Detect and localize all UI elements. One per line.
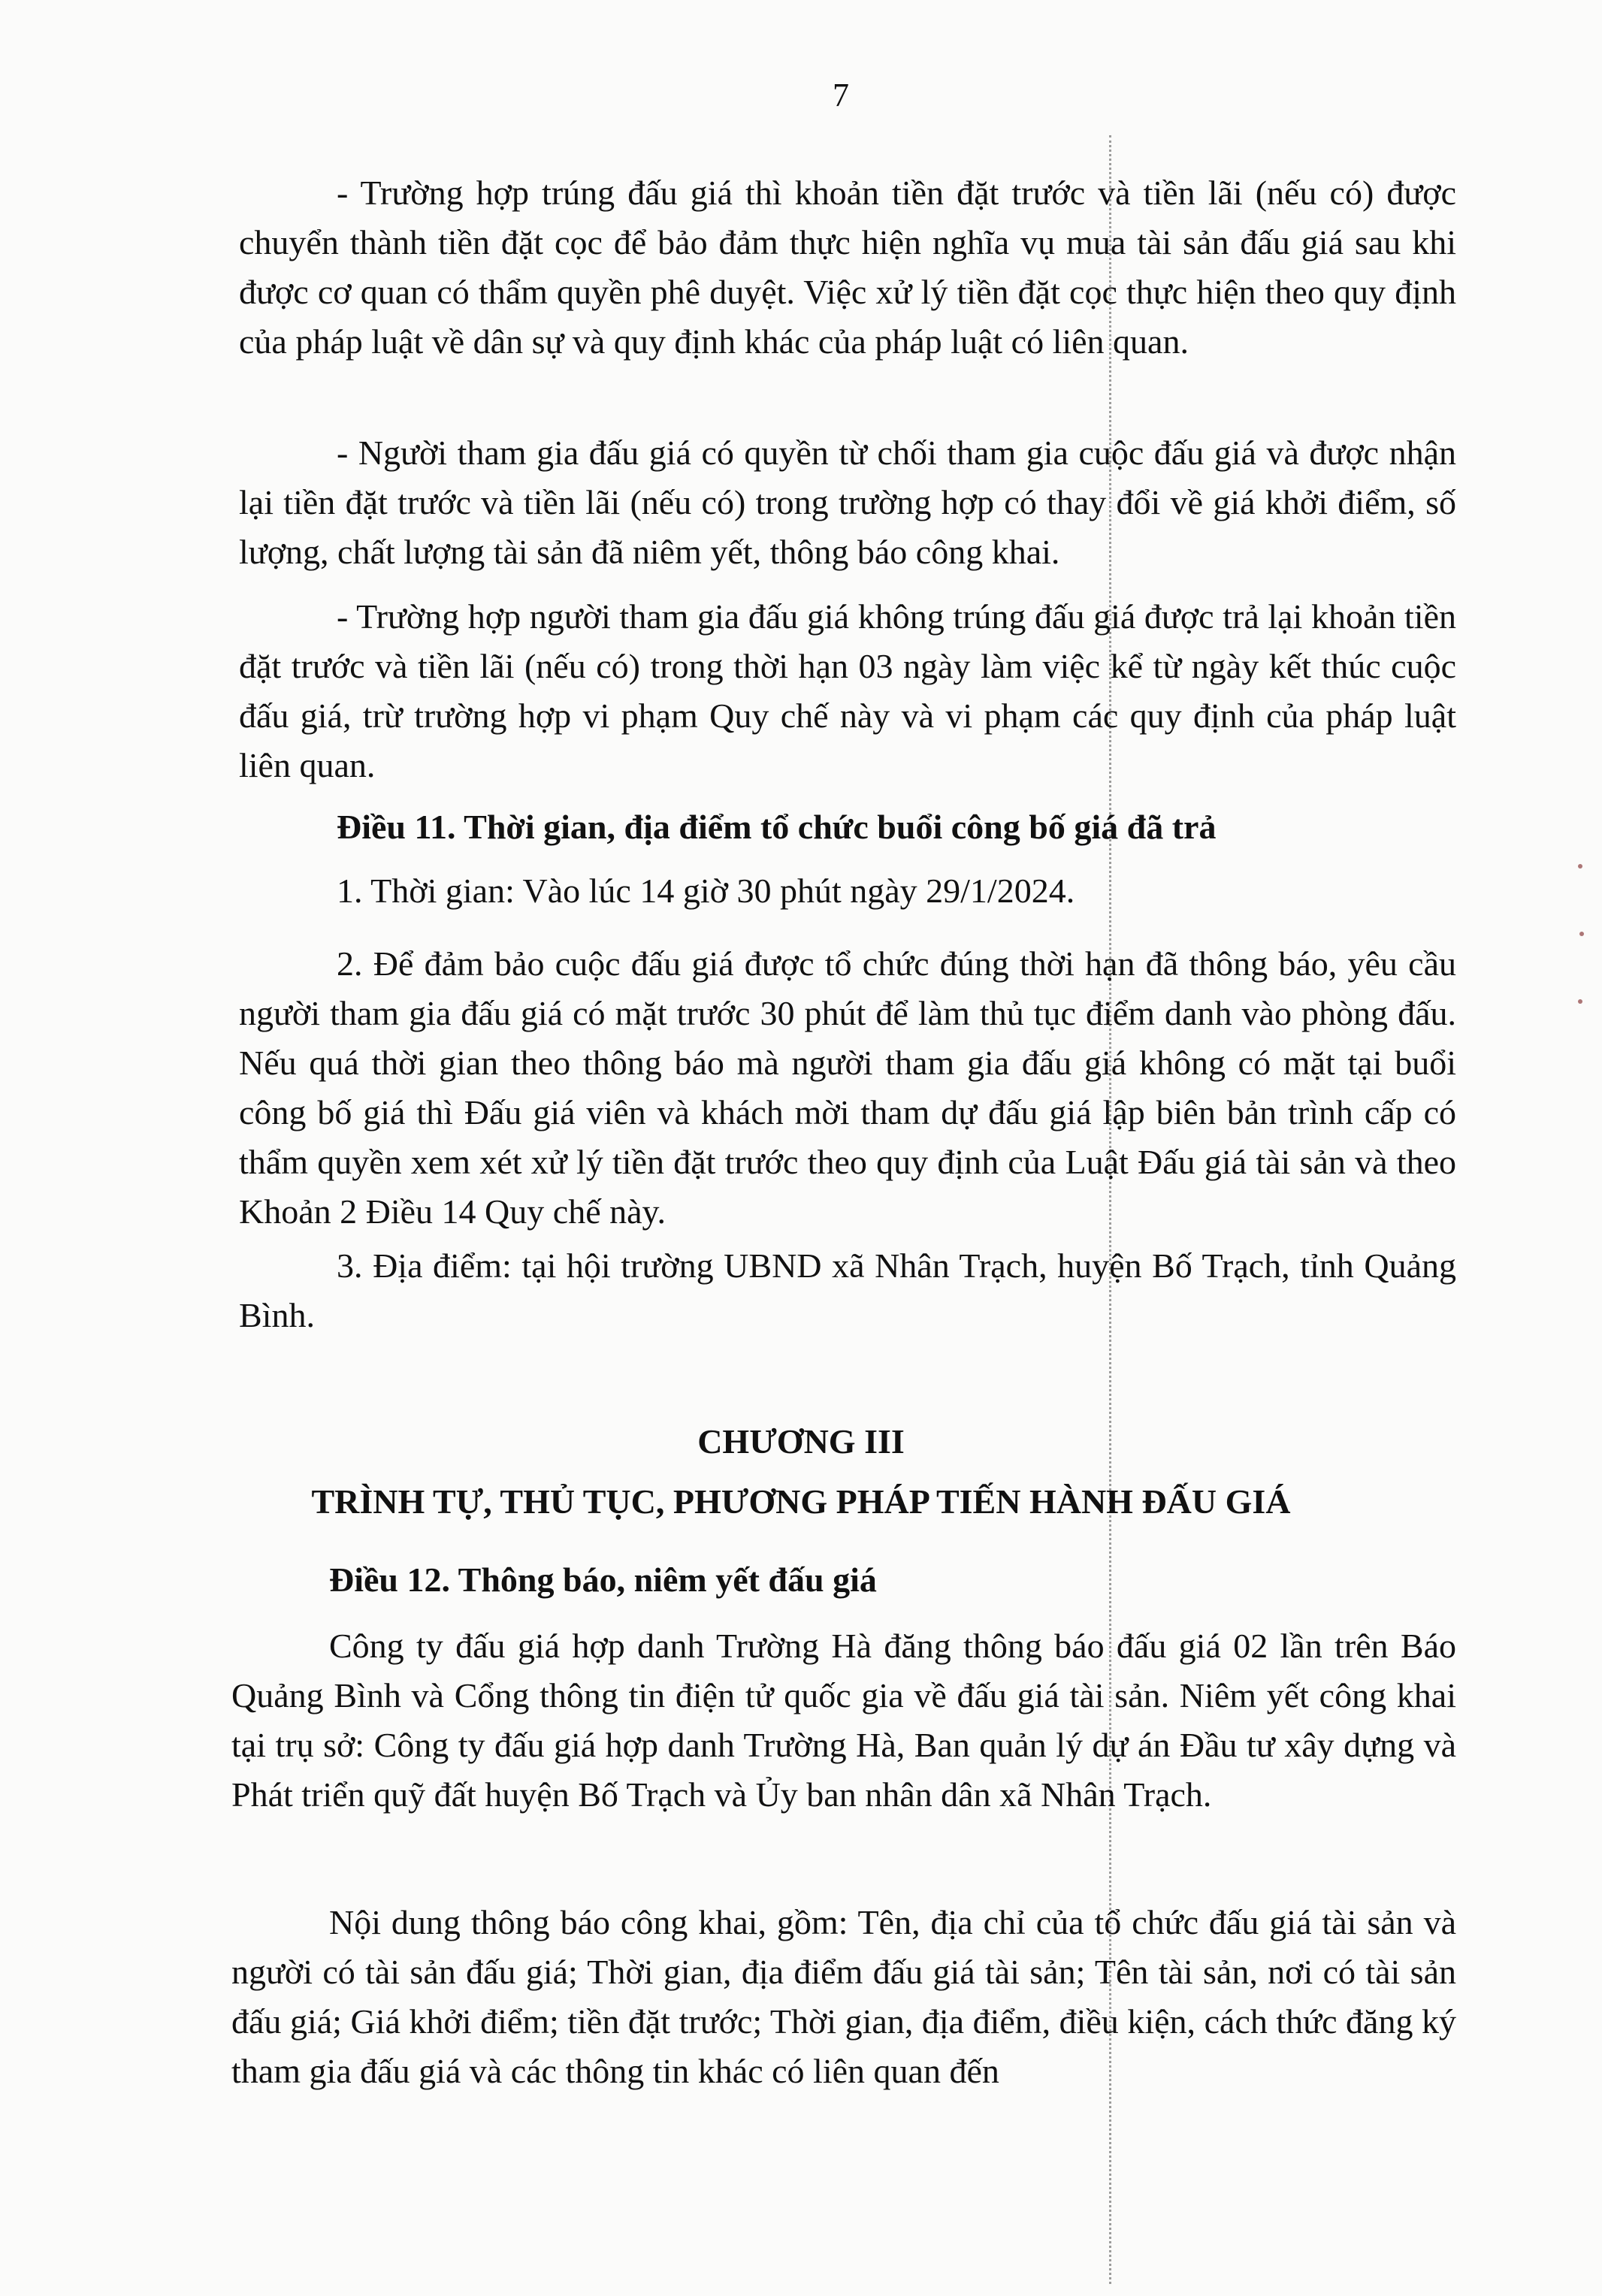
scan-edge-mark (1579, 932, 1584, 936)
paragraph-refusal-right: - Người tham gia đấu giá có quyền từ chối tham gia cuộc đấu giá và được nhận lại tiền đặt trước và tiền lãi (nếu có) trong trường hợp có thay đổi về giá khởi điểm, số lượng, chất lượng tài sản đã niêm yết, thông báo công khai. (239, 434, 1456, 571)
paragraph-deposit-winner: - Trường hợp trúng đấu giá thì khoản tiền đặt trước và tiền lãi (nếu có) được chuyển thành tiền đặt cọc để bảo đảm thực hiện nghĩa vụ mua tài sản đấu giá sau khi được cơ quan có thẩm quyền phê duyệt. Việc xử lý tiền đặt cọc thực hiện theo quy định của pháp luật về dân sự và quy định khác của pháp luật có liên quan. (239, 174, 1456, 361)
article-11-item-3: 3. Địa điểm: tại hội trường UBND xã Nhân Trạch, huyện Bố Trạch, tỉnh Quảng Bình. (239, 1246, 1456, 1334)
article-12-paragraph-1: Công ty đấu giá hợp danh Trường Hà đăng thông báo đấu giá 02 lần trên Báo Quảng Bình và Cổng thông tin điện tử quốc gia về đấu giá tài sản. Niêm yết công khai tại trụ sở: Công ty đấu giá hợp danh Trường Hà, Ban quản lý dự án Đầu tư xây dựng và Phát triển quỹ đất huyện Bố Trạch và Ủy ban nhân dân xã Nhân Trạch. (231, 1627, 1456, 1814)
scan-edge-mark (1578, 999, 1582, 1004)
article-12-paragraph-2: Nội dung thông báo công khai, gồm: Tên, địa chỉ của tổ chức đấu giá tài sản và người có tài sản đấu giá; Thời gian, địa điểm đấu giá tài sản; Tên tài sản, nơi có tài sản đấu giá; Giá khởi điểm; tiền đặt trước; Thời gian, địa điểm, điều kiện, cách thức đăng ký tham gia đấu giá và các thông tin khác có liên quan đến (231, 1903, 1456, 2090)
article-11-item-2: 2. Để đảm bảo cuộc đấu giá được tổ chức đúng thời hạn đã thông báo, yêu cầu người tham gia đấu giá có mặt trước 30 phút để làm thủ tục điểm danh vào phòng đấu. Nếu quá thời gian theo thông báo mà người tham gia đấu giá không có mặt tại buổi công bố giá thì Đấu giá viên và khách mời tham dự đấu giá lập biên bản trình cấp có thẩm quyền xem xét xử lý tiền đặt trước theo quy định của Luật Đấu giá tài sản và theo Khoản 2 Điều 14 Quy chế này. (239, 944, 1456, 1231)
page-number: 7 (833, 77, 849, 113)
chapter-title: TRÌNH TỰ, THỦ TỤC, PHƯƠNG PHÁP TIẾN HÀNH ĐẤU GIÁ (311, 1482, 1291, 1521)
chapter-number: CHƯƠNG III (697, 1422, 905, 1461)
article-12-heading: Điều 12. Thông báo, niêm yết đấu giá (329, 1560, 877, 1599)
article-11-item-1: 1. Thời gian: Vào lúc 14 giờ 30 phút ngày 29/1/2024. (337, 872, 1075, 910)
paragraph-refund-deposit: - Trường hợp người tham gia đấu giá không trúng đấu giá được trả lại khoản tiền đặt trước và tiền lãi (nếu có) trong thời hạn 03 ngày làm việc kể từ ngày kết thúc cuộc đấu giá, trừ trường hợp vi phạm Quy chế này và vi phạm các quy định của pháp luật liên quan. (239, 597, 1456, 784)
article-11-heading: Điều 11. Thời gian, địa điểm tổ chức buổi công bố giá đã trả (337, 808, 1217, 846)
scan-edge-mark (1578, 864, 1582, 869)
